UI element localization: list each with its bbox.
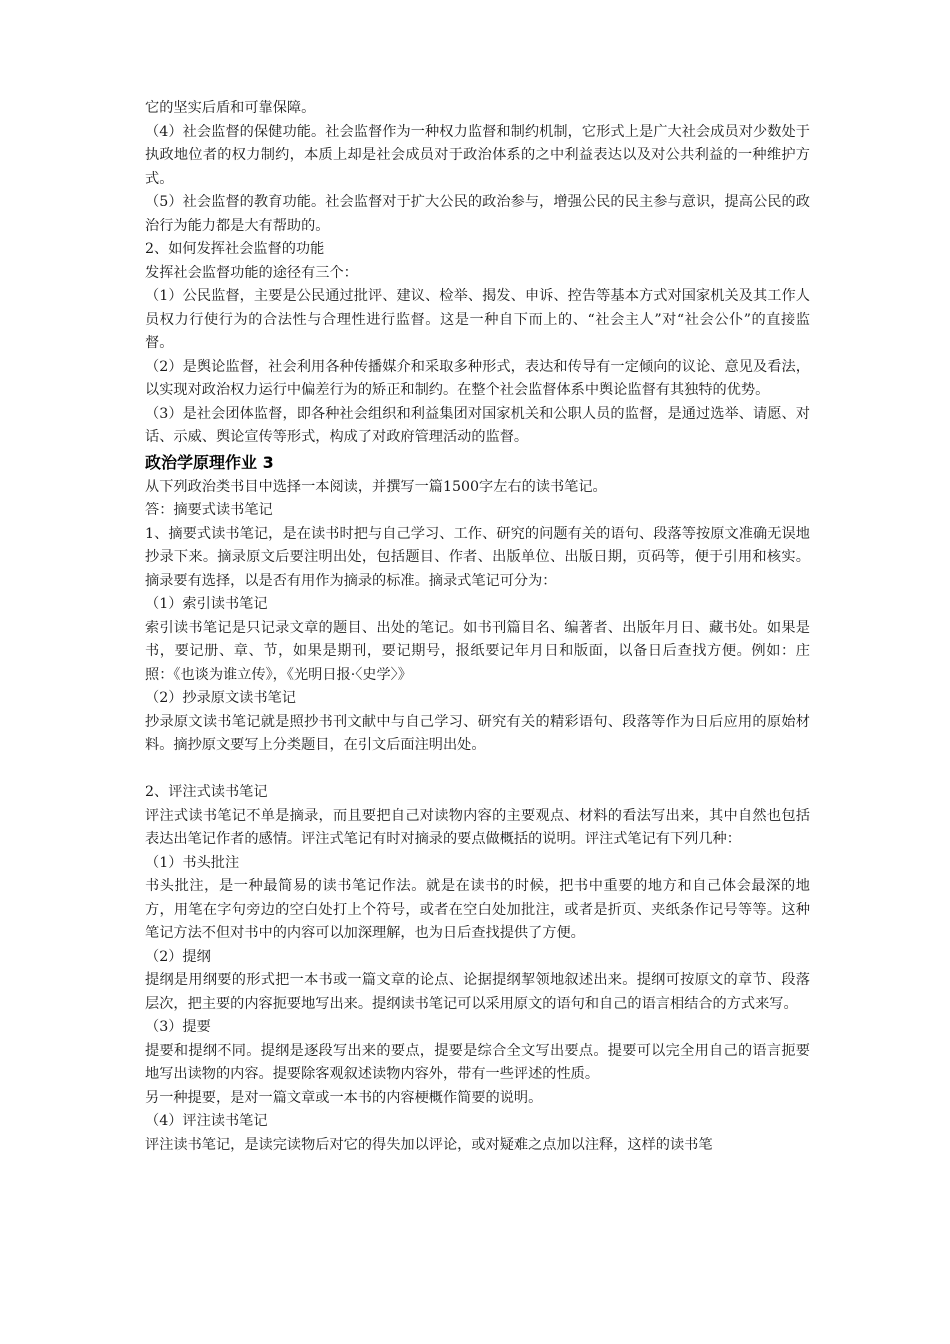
paragraph: 提要和提纲不同。提纲是逐段写出来的要点，提要是综合全文写出要点。提要可以完全用自己的语言扼要地写出读物的内容。提要除客观叙述读物内容外，带有一些评述的性质。 [145, 1042, 810, 1082]
paragraph: （3）提要 [145, 1019, 211, 1035]
paragraph: 提纲是用纲要的形式把一本书或一篇文章的论点、论据提纲挈领地叙述出来。提纲可按原文的章节、段落层次，把主要的内容扼要地写出来。提纲读书笔记可以采用原文的语句和自己的语言相结合的方式来写。 [145, 972, 810, 1012]
section-heading: 政治学原理作业 3 [145, 452, 274, 472]
paragraph: 2、评注式读书笔记 [145, 784, 268, 800]
paragraph: （3）是社会团体监督，即各种社会组织和利益集团对国家机关和公职人员的监督，是通过选举、请愿、对话、示威、舆论宣传等形式，构成了对政府管理活动的监督。 [145, 405, 810, 445]
paragraph: 另一种提要，是对一篇文章或一本书的内容梗概作简要的说明。 [145, 1089, 543, 1106]
paragraph: （1）书头批注 [145, 854, 240, 871]
paragraph: 答：摘要式读书笔记 [145, 502, 273, 518]
paragraph: 2、如何发挥社会监督的功能 [145, 241, 325, 257]
paragraph: 索引读书笔记是只记录文章的题目、出处的笔记。如书刊篇目名、编著者、出版年月日、藏书处。如果是书，要记册、章、节，如果是期刊，要记期号，报纸要记年月日和版面，以备日后查找方便。例如：庄照：《也谈为谁立传》，《光明日报·〈史学〉》 [145, 619, 810, 683]
paragraph: 书头批注，是一种最简易的读书笔记作法。就是在读书的时候，把书中重要的地方和自己体会最深的地方，用笔在字句旁边的空白处打上个符号，或者在空白处加批注，或者是折页、夹纸条作记号等等。这种笔记方法不但对书中的内容可以加深理解，也为日后查找提供了方便。 [145, 878, 810, 941]
paragraph: 评注读书笔记，是读完读物后对它的得失加以评论，或对疑难之点加以注释，这样的读书笔 [145, 1136, 713, 1153]
paragraph: 它的坚实后盾和可靠保障。 [145, 100, 316, 116]
paragraph: （4）社会监督的保健功能。社会监督作为一种权力监督和制约机制，它形式上是广大社会成员对少数处于执政地位者的权力制约，本质上却是社会成员对于政治体系的之中利益表达以及对公共利益的一种维护方式。 [145, 123, 810, 187]
document-body [145, 97, 810, 1157]
paragraph: （2）是舆论监督，社会利用各种传播媒介和采取多种形式，表达和传导有一定倾向的议论、意见及看法，以实现对政治权力运行中偏差行为的矫正和制约。在整个社会监督体系中舆论监督有其独特的优势。 [145, 358, 810, 398]
paragraph: 发挥社会监督功能的途径有三个： [145, 264, 358, 281]
paragraph: （2）提纲 [145, 948, 211, 965]
paragraph: （2）抄录原文读书笔记 [145, 690, 296, 706]
paragraph: （4）评注读书笔记 [145, 1113, 268, 1129]
paragraph: 评注式读书笔记不单是摘录，而且要把自己对读物内容的主要观点、材料的看法写出来，其中自然也包括表达出笔记作者的感情。评注式笔记有时对摘录的要点做概括的说明。评注式笔记有下列几种： [145, 807, 810, 847]
paragraph: 从下列政治类书目中选择一本阅读，并撰写一篇1500字左右的读书笔记。 [145, 478, 607, 495]
paragraph: （1）索引读书笔记 [145, 596, 268, 612]
paragraph: （5）社会监督的教育功能。社会监督对于扩大公民的政治参与，增强公民的民主参与意识，提高公民的政治行为能力都是大有帮助的。 [145, 194, 810, 234]
blank-line [145, 758, 810, 782]
paragraph: 抄录原文读书笔记就是照抄书刊文献中与自己学习、研究有关的精彩语句、段落等作为日后应用的原始材料。摘抄原文要写上分类题目，在引文后面注明出处。 [145, 713, 810, 753]
paragraph: 1、摘要式读书笔记，是在读书时把与自己学习、工作、研究的问题有关的语句、段落等按原文准确无误地抄录下来。摘录原文后要注明出处，包括题目、作者、出版单位、出版日期，页码等，便于引用和核实。摘录要有选择，以是否有用作为摘录的标准。摘录式笔记可分为： [145, 525, 810, 589]
paragraph: （1）公民监督，主要是公民通过批评、建议、检举、揭发、申诉、控告等基本方式对国家机关及其工作人员权力行使行为的合法性与合理性进行监督。这是一种自下而上的、“社会主人”对“社会公仆”的直接监督。 [145, 288, 810, 351]
